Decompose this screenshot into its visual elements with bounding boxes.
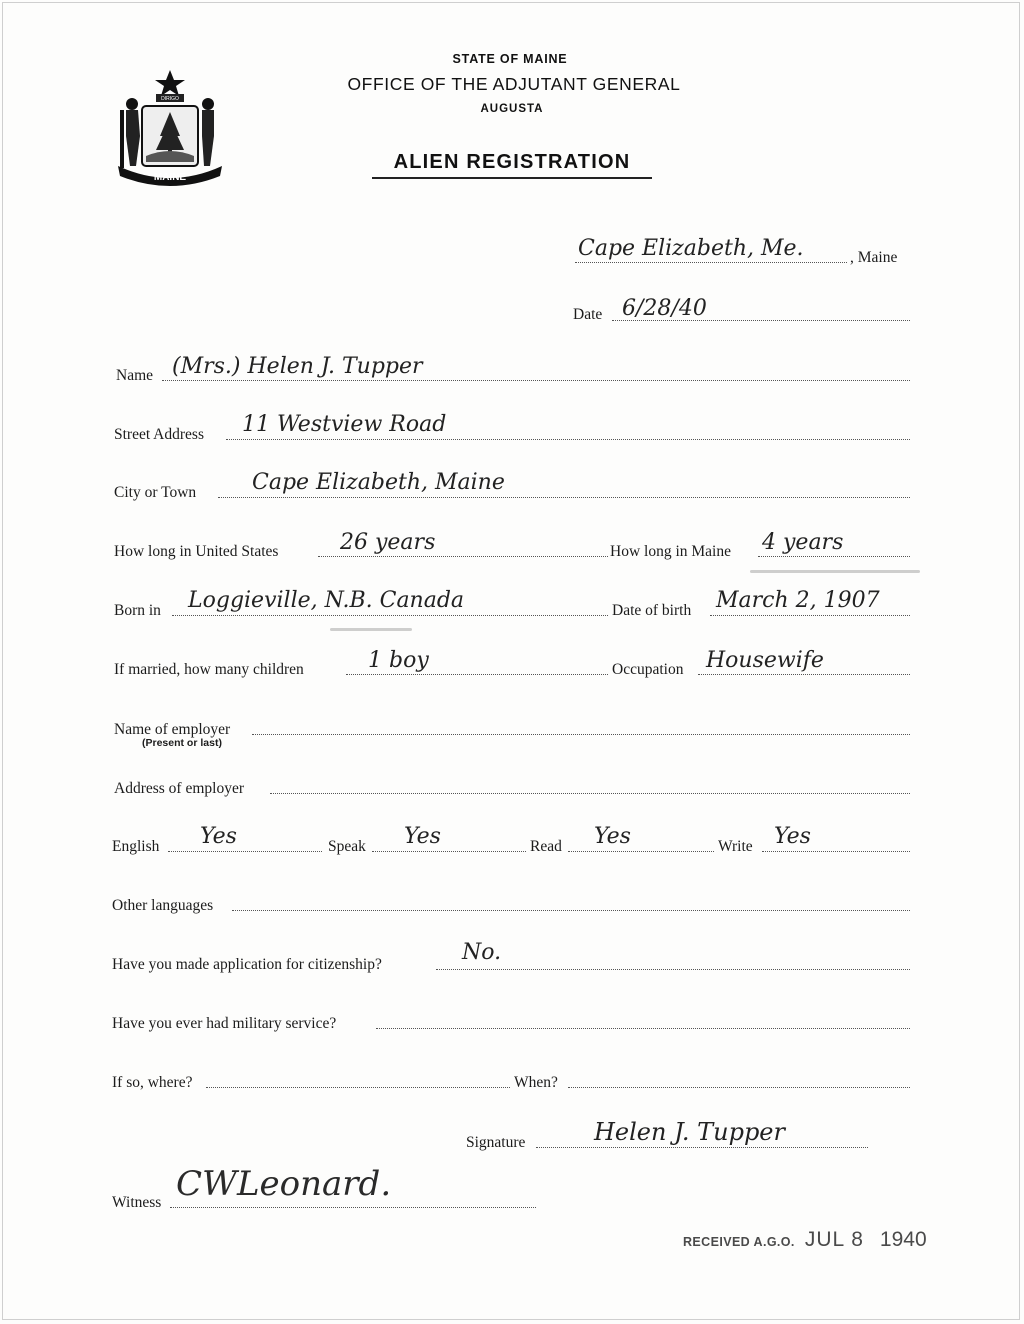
- children-label: If married, how many children: [114, 661, 304, 678]
- signature-line: [536, 1147, 868, 1148]
- born-in-label: Born in: [114, 602, 161, 619]
- name-value: (Mrs.) Helen J. Tupper: [172, 354, 423, 379]
- city-line: [218, 497, 910, 498]
- occupation-line: [698, 674, 910, 675]
- stamp-received: RECEIVED A.G.O.: [683, 1235, 795, 1249]
- header-state: STATE OF MAINE: [452, 52, 568, 66]
- pencil-mark: [330, 628, 412, 631]
- citizenship-value: No.: [462, 940, 502, 965]
- date-label: Date: [573, 306, 603, 323]
- city-label: City or Town: [114, 484, 197, 501]
- date-of-birth-value: March 2, 1907: [716, 588, 880, 613]
- date-of-birth-label: Date of birth: [612, 602, 692, 619]
- name-line: [162, 380, 910, 381]
- speak-line: [372, 851, 526, 852]
- children-line: [346, 674, 608, 675]
- when-label: When?: [514, 1074, 558, 1091]
- born-in-line: [172, 615, 608, 616]
- children-value: 1 boy: [368, 648, 429, 673]
- speak-label: Speak: [328, 838, 366, 855]
- street-value: 11 Westview Road: [242, 412, 447, 437]
- witness-line: [170, 1207, 536, 1208]
- svg-text:DIRIGO: DIRIGO: [161, 96, 179, 102]
- how-long-us-line: [318, 556, 608, 557]
- how-long-us-label: How long in United States: [114, 543, 279, 560]
- header-city: AUGUSTA: [480, 103, 544, 115]
- other-languages-label: Other languages: [112, 897, 214, 914]
- name-label: Name: [116, 367, 154, 384]
- form-title: ALIEN REGISTRATION: [393, 151, 631, 173]
- read-label: Read: [530, 838, 562, 855]
- witness-value: CWLeonard.: [176, 1164, 392, 1204]
- military-line: [376, 1028, 910, 1029]
- other-languages-line: [232, 910, 910, 911]
- where-label: If so, where?: [112, 1074, 193, 1091]
- born-in-value: Loggieville, N.B. Canada: [188, 588, 465, 613]
- employer-name-label: Name of employer: [114, 721, 231, 738]
- witness-label: Witness: [112, 1194, 162, 1211]
- when-line: [568, 1087, 910, 1088]
- how-long-maine-label: How long in Maine: [610, 543, 731, 560]
- seal-banner-text: MAINE: [153, 172, 187, 183]
- employer-address-line: [270, 793, 910, 794]
- occupation-value: Housewife: [706, 648, 824, 673]
- employer-name-sublabel: (Present or last): [142, 737, 222, 749]
- citizenship-label: Have you made application for citizenship?: [112, 956, 382, 973]
- military-label: Have you ever had military service?: [112, 1015, 337, 1032]
- how-long-us-value: 26 years: [340, 530, 436, 555]
- place-line: [575, 262, 847, 263]
- english-line: [168, 851, 322, 852]
- english-value: Yes: [200, 824, 237, 849]
- employer-address-label: Address of employer: [114, 780, 244, 797]
- read-value: Yes: [594, 824, 631, 849]
- write-value: Yes: [774, 824, 811, 849]
- english-label: English: [112, 838, 160, 855]
- street-label: Street Address: [114, 426, 204, 443]
- date-value: 6/28/40: [622, 296, 707, 321]
- date-of-birth-line: [710, 615, 910, 616]
- stamp-year: 1940: [879, 1228, 927, 1251]
- signature-value: Helen J. Tupper: [594, 1118, 785, 1146]
- received-stamp: [683, 1228, 927, 1252]
- pencil-mark: [750, 570, 920, 573]
- employer-name-line: [252, 734, 910, 735]
- citizenship-line: [436, 969, 910, 970]
- where-line: [206, 1087, 510, 1088]
- place-suffix: , Maine: [850, 249, 898, 266]
- signature-label: Signature: [466, 1134, 526, 1151]
- write-label: Write: [718, 838, 753, 855]
- occupation-label: Occupation: [612, 661, 684, 678]
- place-value: Cape Elizabeth, Me.: [578, 236, 804, 261]
- city-value: Cape Elizabeth, Maine: [252, 470, 505, 495]
- street-line: [226, 439, 910, 440]
- title-underline: [372, 177, 652, 179]
- write-line: [762, 851, 910, 852]
- header-office: OFFICE OF THE ADJUTANT GENERAL: [347, 74, 681, 94]
- speak-value: Yes: [404, 824, 441, 849]
- how-long-maine-value: 4 years: [762, 530, 844, 555]
- how-long-maine-line: [758, 556, 910, 557]
- stamp-date: JUL 8: [804, 1228, 864, 1251]
- read-line: [568, 851, 714, 852]
